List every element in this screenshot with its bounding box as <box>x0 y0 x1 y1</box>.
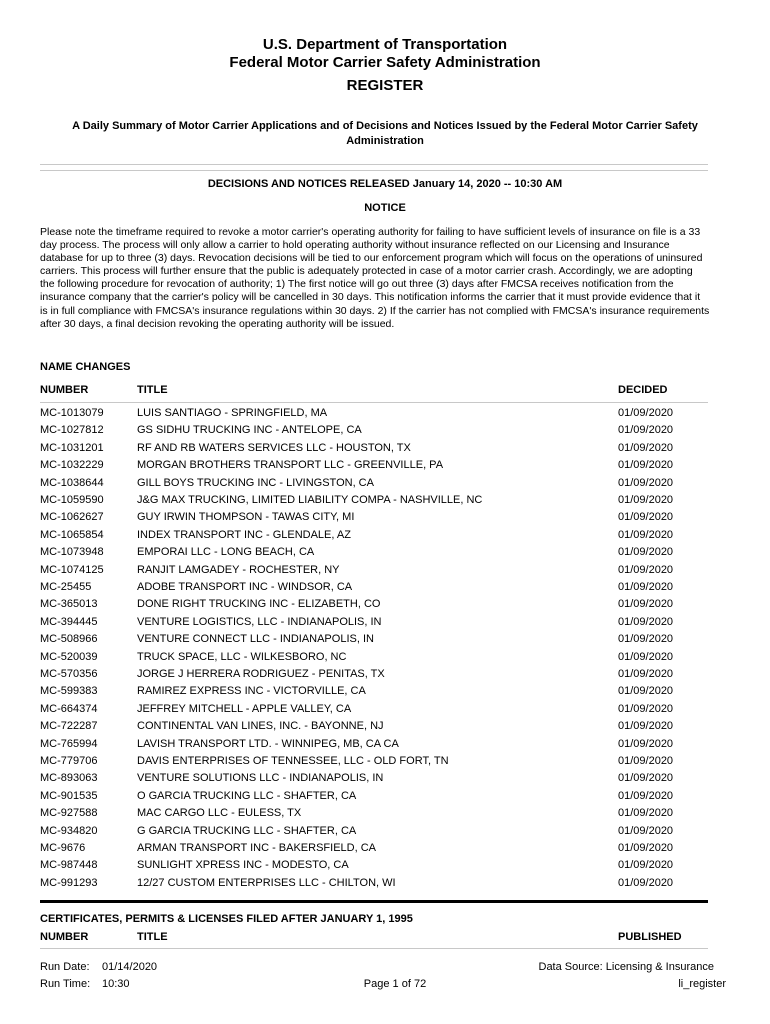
table-row <box>0 616 770 633</box>
row-title: ARMAN TRANSPORT INC - BAKERSFIELD, CA <box>137 842 376 854</box>
table-row <box>0 703 770 720</box>
name-changes-col-number: NUMBER <box>40 384 89 396</box>
row-decided: 01/09/2020 <box>618 842 674 854</box>
row-decided: 01/09/2020 <box>618 876 674 889</box>
row-number: MC-1074125 <box>40 563 104 576</box>
row-decided: 01/09/2020 <box>618 720 674 733</box>
row-decided: 01/09/2020 <box>618 702 674 715</box>
row-number: MC-765994 <box>40 737 98 750</box>
table-row <box>0 755 770 772</box>
table-row <box>0 772 770 789</box>
row-decided: 01/09/2020 <box>618 494 674 506</box>
certificates-col-title: TITLE <box>137 931 168 943</box>
row-number: MC-664374 <box>40 702 98 715</box>
name-changes-header-rule <box>40 402 708 403</box>
register-summary: A Daily Summary of Motor Carrier Applications and of Decisions and Notices Issued by the Federal Motor Carrier Safety Administration <box>72 120 698 147</box>
row-number: MC-1062627 <box>40 511 104 524</box>
row-decided: 01/09/2020 <box>618 563 674 576</box>
data-source: Data Source: Licensing & Insurance <box>538 961 714 973</box>
row-number: MC-508966 <box>40 633 98 646</box>
table-row <box>0 790 770 807</box>
row-title: RAMIREZ EXPRESS INC - VICTORVILLE, CA <box>137 685 366 698</box>
row-number: MC-1013079 <box>40 407 104 419</box>
row-decided: 01/09/2020 <box>618 755 674 767</box>
row-number: MC-722287 <box>40 720 98 733</box>
row-number: MC-1031201 <box>40 441 104 454</box>
row-number: MC-25455 <box>40 581 92 593</box>
row-number: MC-394445 <box>40 615 98 628</box>
row-number: MC-779706 <box>40 755 98 767</box>
row-decided: 01/09/2020 <box>618 807 674 820</box>
certificates-header-rule <box>40 948 708 949</box>
row-decided: 01/09/2020 <box>618 615 674 628</box>
row-number: MC-9676 <box>40 842 86 854</box>
table-row <box>0 720 770 737</box>
row-decided: 01/09/2020 <box>618 441 674 454</box>
row-title: GS SIDHU TRUCKING INC - ANTELOPE, CA <box>137 424 362 437</box>
table-row <box>0 668 770 685</box>
department-title: U.S. Department of Transportation <box>262 36 508 53</box>
table-row <box>0 842 770 859</box>
row-number: MC-1073948 <box>40 546 104 559</box>
row-title: RANJIT LAMGADEY - ROCHESTER, NY <box>137 563 340 576</box>
row-title: 12/27 CUSTOM ENTERPRISES LLC - CHILTON, WI <box>137 876 396 889</box>
release-heading: DECISIONS AND NOTICES RELEASED January 14, 2020 -- 10:30 AM <box>207 178 563 190</box>
run-date-label: Run Date: <box>40 961 90 973</box>
certificates-col-published: PUBLISHED <box>618 931 682 943</box>
run-date-value: 01/14/2020 <box>102 961 158 973</box>
table-row <box>0 685 770 702</box>
table-row <box>0 877 770 894</box>
row-decided: 01/09/2020 <box>618 546 674 559</box>
table-row <box>0 581 770 598</box>
row-title: CONTINENTAL VAN LINES, INC. - BAYONNE, NJ <box>137 720 384 733</box>
run-time-value: 10:30 <box>102 978 130 990</box>
divider-top-2 <box>40 170 708 171</box>
row-decided: 01/09/2020 <box>618 650 674 663</box>
section-divider <box>40 900 708 903</box>
row-number: MC-991293 <box>40 876 98 889</box>
row-decided: 01/09/2020 <box>618 824 674 837</box>
row-number: MC-987448 <box>40 859 98 872</box>
row-title: J&G MAX TRUCKING, LIMITED LIABILITY COMPA - NASHVILLE, NC <box>137 494 483 506</box>
row-title: MORGAN BROTHERS TRANSPORT LLC - GREENVILLE, PA <box>137 459 444 472</box>
row-title: JORGE J HERRERA RODRIGUEZ - PENITAS, TX <box>137 668 385 680</box>
row-title: GILL BOYS TRUCKING INC - LIVINGSTON, CA <box>137 476 374 489</box>
row-number: MC-520039 <box>40 650 98 663</box>
page-number: Page 1 of 72 <box>363 978 427 990</box>
row-number: MC-365013 <box>40 598 98 611</box>
row-decided: 01/09/2020 <box>618 789 674 802</box>
notice-heading: NOTICE <box>364 202 406 214</box>
table-row <box>0 511 770 528</box>
table-row <box>0 807 770 824</box>
row-number: MC-893063 <box>40 772 98 785</box>
row-number: MC-599383 <box>40 685 98 698</box>
certificates-heading: CERTIFICATES, PERMITS & LICENSES FILED AFTER JANUARY 1, 1995 <box>40 913 413 925</box>
row-title: VENTURE SOLUTIONS LLC - INDIANAPOLIS, IN <box>137 772 384 785</box>
row-title: VENTURE CONNECT LLC - INDIANAPOLIS, IN <box>137 633 374 646</box>
row-title: LAVISH TRANSPORT LTD. - WINNIPEG, MB, CA CA <box>137 737 399 750</box>
table-row <box>0 494 770 511</box>
row-title: JEFFREY MITCHELL - APPLE VALLEY, CA <box>137 702 352 715</box>
row-decided: 01/09/2020 <box>618 424 674 437</box>
row-title: MAC CARGO LLC - EULESS, TX <box>137 807 302 820</box>
row-number: MC-1027812 <box>40 424 104 437</box>
row-number: MC-1038644 <box>40 476 104 489</box>
table-row <box>0 825 770 842</box>
row-number: MC-1065854 <box>40 528 104 541</box>
row-title: INDEX TRANSPORT INC - GLENDALE, AZ <box>137 528 351 541</box>
row-decided: 01/09/2020 <box>618 528 674 541</box>
run-time-label: Run Time: <box>40 978 91 990</box>
table-row <box>0 859 770 876</box>
administration-title: Federal Motor Carrier Safety Administration <box>229 54 541 71</box>
row-title: SUNLIGHT XPRESS INC - MODESTO, CA <box>137 859 349 872</box>
row-decided: 01/09/2020 <box>618 459 674 472</box>
name-changes-col-title: TITLE <box>137 384 168 396</box>
row-title: GUY IRWIN THOMPSON - TAWAS CITY, MI <box>137 511 355 524</box>
row-number: MC-1059590 <box>40 494 104 506</box>
row-decided: 01/09/2020 <box>618 581 674 593</box>
row-decided: 01/09/2020 <box>618 772 674 785</box>
table-row <box>0 424 770 441</box>
row-decided: 01/09/2020 <box>618 633 674 646</box>
table-row <box>0 459 770 476</box>
row-title: LUIS SANTIAGO - SPRINGFIELD, MA <box>137 407 328 419</box>
row-title: G GARCIA TRUCKING LLC - SHAFTER, CA <box>137 824 357 837</box>
row-decided: 01/09/2020 <box>618 668 674 680</box>
register-title: REGISTER <box>346 77 424 94</box>
row-title: O GARCIA TRUCKING LLC - SHAFTER, CA <box>137 789 357 802</box>
table-row <box>0 598 770 615</box>
row-number: MC-1032229 <box>40 459 104 472</box>
row-title: ADOBE TRANSPORT INC - WINDSOR, CA <box>137 581 353 593</box>
row-title: VENTURE LOGISTICS, LLC - INDIANAPOLIS, IN <box>137 615 382 628</box>
row-title: EMPORAI LLC - LONG BEACH, CA <box>137 546 315 559</box>
table-row <box>0 633 770 650</box>
table-row <box>0 442 770 459</box>
table-row <box>0 738 770 755</box>
row-decided: 01/09/2020 <box>618 859 674 872</box>
row-number: MC-927588 <box>40 807 98 820</box>
certificates-col-number: NUMBER <box>40 931 89 943</box>
row-title: TRUCK SPACE, LLC - WILKESBORO, NC <box>137 650 347 663</box>
table-row <box>0 564 770 581</box>
row-decided: 01/09/2020 <box>618 598 674 611</box>
table-row <box>0 651 770 668</box>
name-changes-col-decided: DECIDED <box>618 384 668 396</box>
row-title: DAVIS ENTERPRISES OF TENNESSEE, LLC - OLD FORT, TN <box>137 755 449 767</box>
notice-body: Please note the timeframe required to revoke a motor carrier's operating authority for failing to have sufficient levels of insurance on file is a 33 day process. The process will only allow a carrier to hold operating authority without insurance reflected on our Licensing and Insurance database for up to three (3) days. Revocation decisions will be tied to our enforcement program which will focus on the operations of uninsured carriers. This process will further ensure that the public is adequately protected in case of a motor carrier crash. Accordingly, we are adopting the following procedure for revocation of authority; 1) The first notice will go out three (3) days after FMCSA receives notification from the insurance company that the carrier's policy will be cancelled in 30 days. This notification informs the carrier that it must provide evidence that it is in full compliance with FMCSA's insurance regulations within 30 days. 2) If the carrier has not complied with FMCSA's insurance requirements after 30 days, a final decision revoking the operating authority will be issued. <box>40 226 710 330</box>
row-number: MC-901535 <box>40 789 98 802</box>
row-decided: 01/09/2020 <box>618 407 674 419</box>
row-decided: 01/09/2020 <box>618 685 674 698</box>
row-number: MC-934820 <box>40 824 98 837</box>
row-number: MC-570356 <box>40 668 98 680</box>
row-title: RF AND RB WATERS SERVICES LLC - HOUSTON, TX <box>137 441 411 454</box>
row-decided: 01/09/2020 <box>618 511 674 524</box>
name-changes-heading: NAME CHANGES <box>40 361 131 373</box>
row-title: DONE RIGHT TRUCKING INC - ELIZABETH, CO <box>137 598 381 611</box>
table-row <box>0 546 770 563</box>
table-row <box>0 407 770 424</box>
divider-top-1 <box>40 164 708 165</box>
report-id: li_register <box>678 978 726 990</box>
table-row <box>0 529 770 546</box>
table-row <box>0 477 770 494</box>
row-decided: 01/09/2020 <box>618 737 674 750</box>
row-decided: 01/09/2020 <box>618 476 674 489</box>
